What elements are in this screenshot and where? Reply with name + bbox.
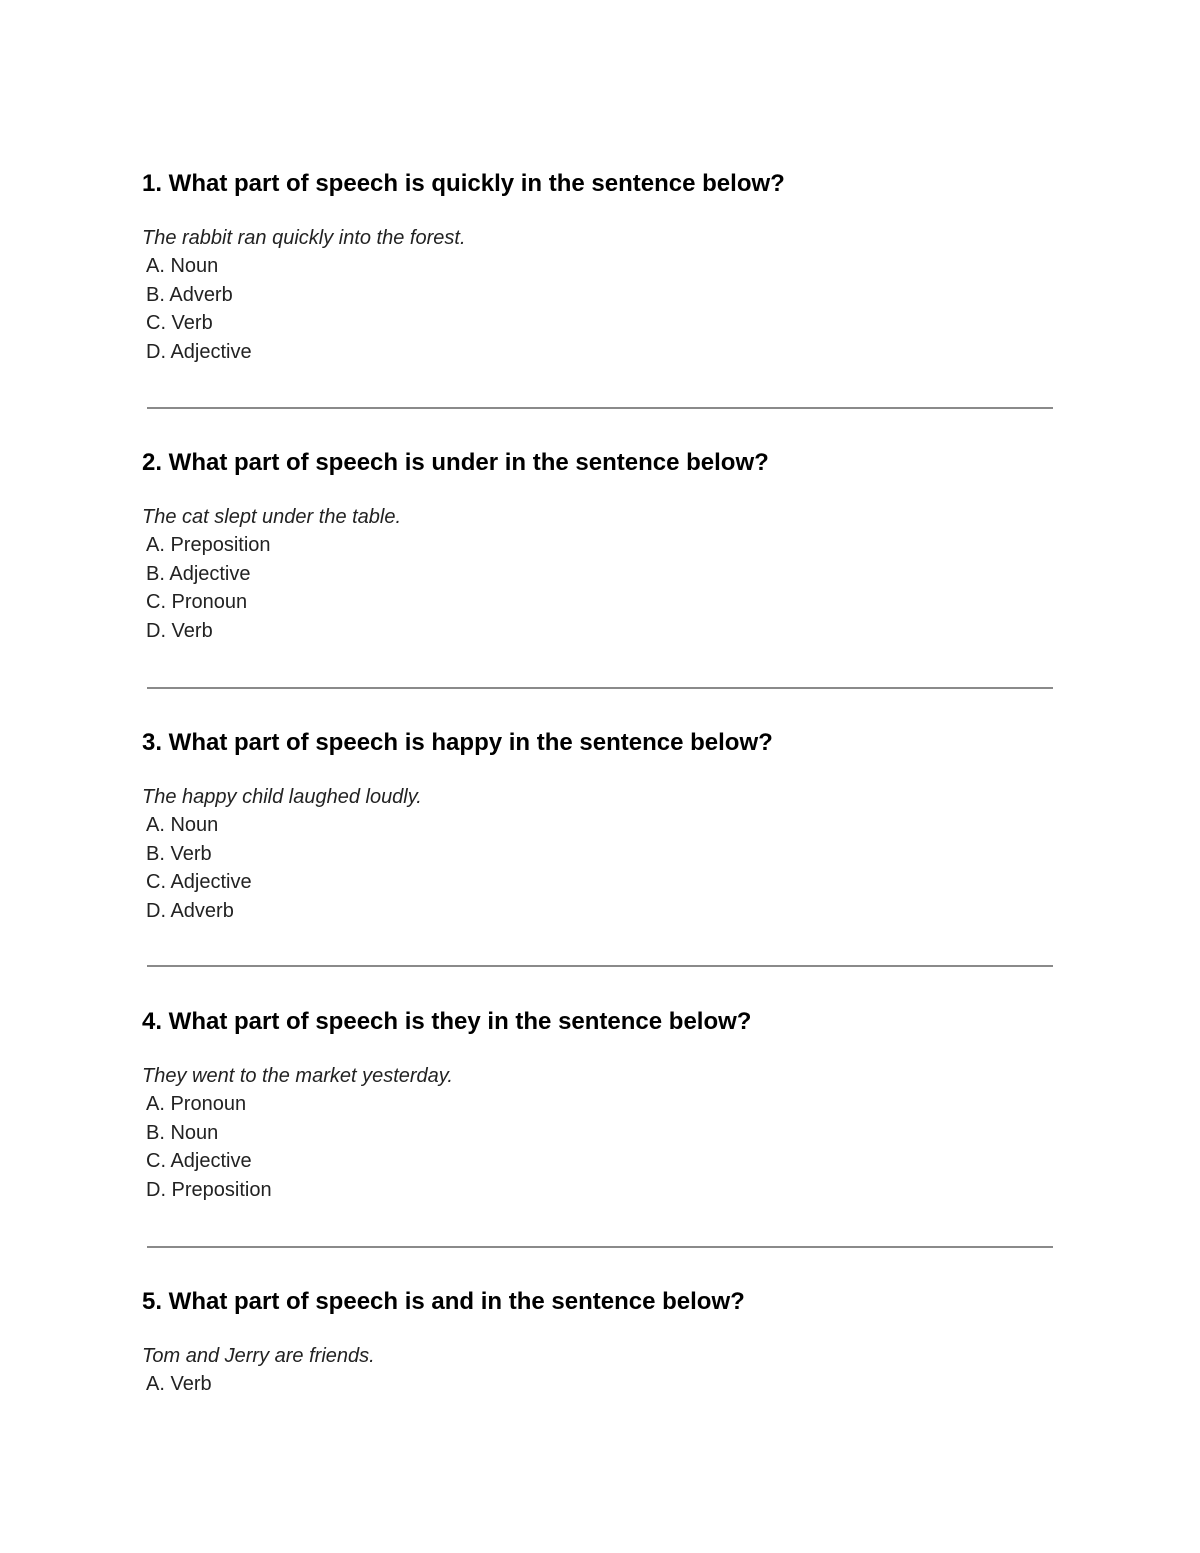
question-2 [142,449,1062,645]
answer-option: B. Adjective [146,562,251,585]
answer-option: A. Noun [146,814,219,836]
divider [147,687,1053,689]
question-title: 3. What part of speech is happy in the sentence below? [142,729,773,756]
answer-options [142,252,1062,366]
answer-option: A. Noun [146,255,219,277]
answer-option: C. Adjective [146,1150,252,1173]
question-title: 2. What part of speech is under in the sentence below? [142,449,769,476]
divider [147,407,1053,409]
question-3 [142,729,1062,925]
answer-option: A. Preposition [146,534,271,556]
answer-options [142,531,1062,645]
question-sentence: The cat slept under the table. [142,506,402,528]
answer-option: C. Adjective [146,871,252,894]
answer-option: D. Adverb [146,899,234,922]
answer-options [142,1090,1062,1204]
answer-option: B. Adverb [146,283,233,306]
answer-option: D. Verb [146,619,213,642]
answer-option: C. Verb [146,312,213,335]
answer-option: D. Adjective [146,340,252,363]
question-sentence: The happy child laughed loudly. [142,786,422,808]
divider [147,965,1053,967]
answer-options [142,1370,1062,1399]
answer-option: B. Noun [146,1121,219,1144]
answer-option: B. Verb [146,842,212,865]
question-5 [142,1288,1062,1399]
question-1 [142,170,1062,366]
answer-option: D. Preposition [146,1178,272,1201]
question-4 [142,1008,1062,1204]
question-title: 1. What part of speech is quickly in the sentence below? [142,170,785,197]
question-sentence: Tom and Jerry are friends. [142,1345,375,1367]
divider [147,1246,1053,1248]
question-title: 4. What part of speech is they in the sentence below? [142,1008,752,1035]
answer-option: A. Verb [146,1373,212,1395]
answer-option: C. Pronoun [146,591,248,614]
question-title: 5. What part of speech is and in the sentence below? [142,1288,745,1315]
question-sentence: The rabbit ran quickly into the forest. [142,227,466,249]
answer-options [142,811,1062,925]
question-sentence: They went to the market yesterday. [142,1065,453,1087]
answer-option: A. Pronoun [146,1093,247,1115]
